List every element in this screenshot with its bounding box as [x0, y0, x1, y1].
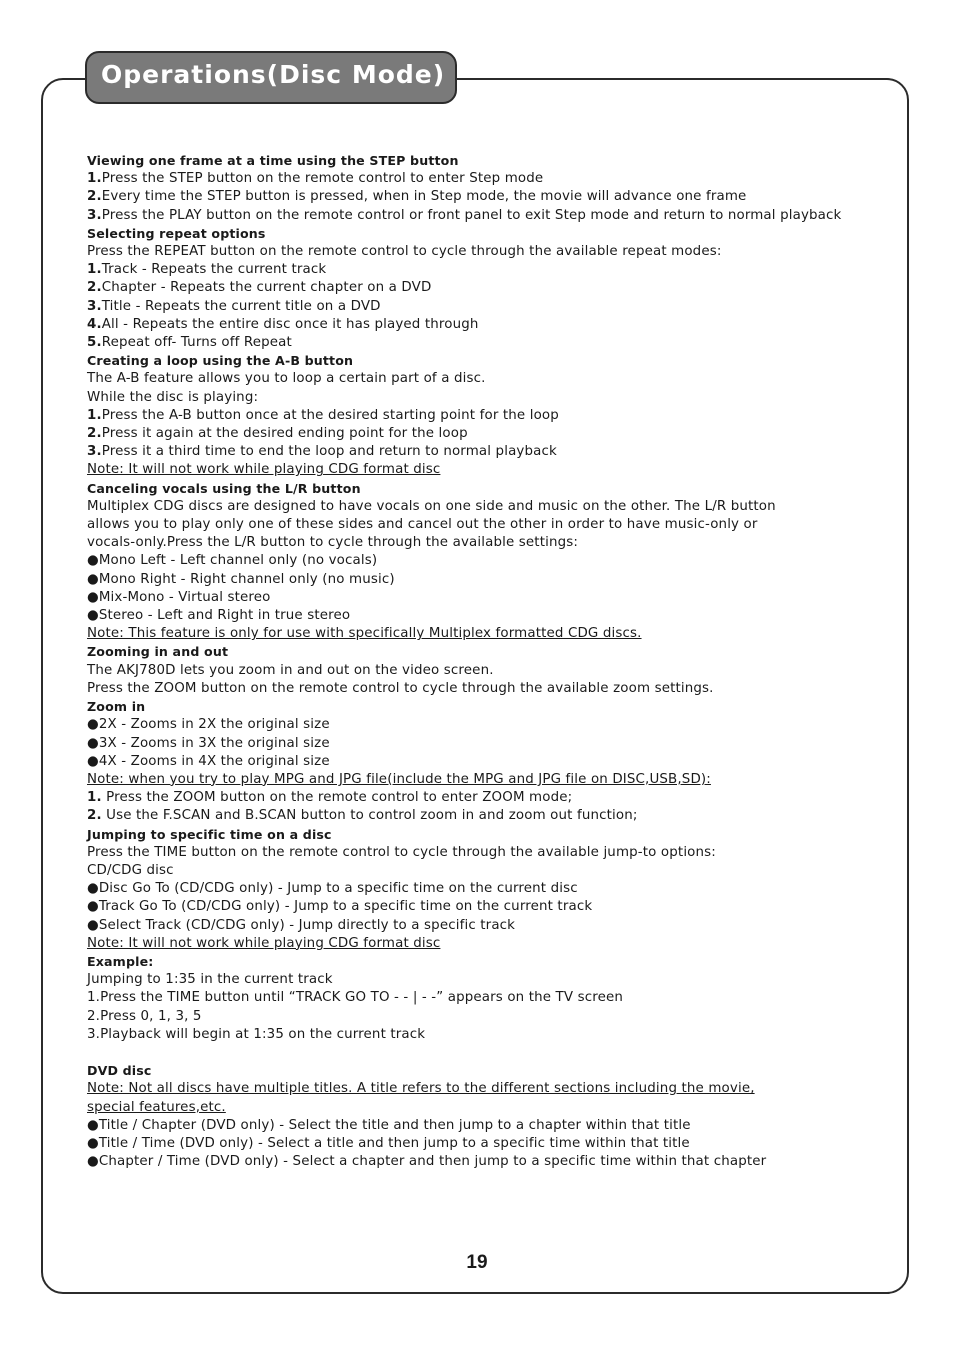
dvd-note: Note: Not all discs have multiple titles. A title refers to the different sections including the movie,: [87, 1081, 755, 1097]
vocals-bullet: ●Stereo - Left and Right in true stereo: [87, 608, 351, 624]
loop-item: 3.Press it a third time to end the loop and return to normal playback: [87, 444, 557, 460]
repeat-item: 4.All - Repeats the entire disc once it has played through: [87, 316, 479, 332]
zoom-intro: Press the ZOOM button on the remote control to cycle through the available zoom settings.: [87, 680, 714, 696]
vocals-bullet: ●Mix-Mono - Virtual stereo: [87, 589, 271, 605]
zoom-item: 1. Press the ZOOM button on the remote control to enter ZOOM mode;: [87, 790, 573, 806]
repeat-intro: Press the REPEAT button on the remote control to cycle through the available repeat modes:: [87, 244, 722, 260]
loop-intro: The A-B feature allows you to loop a certain part of a disc.: [87, 371, 486, 387]
loop-heading: Creating a loop using the A-B button: [87, 353, 354, 369]
vocals-bullet: ●Mono Left - Left channel only (no vocals): [87, 553, 378, 569]
instructions-body: [87, 152, 887, 1171]
dvd-bullet: ●Title / Time (DVD only) - Select a title and then jump to a specific time within that title: [87, 1135, 690, 1151]
jump-bullet: ●Disc Go To (CD/CDG only) - Jump to a specific time on the current disc: [87, 881, 578, 897]
step-item: 3.Press the PLAY button on the remote control or front panel to exit Step mode and return to normal playback: [87, 207, 842, 223]
vocals-paragraph: allows you to play only one of these sides and cancel out the other in order to have music-only or: [87, 517, 758, 533]
loop-item: 2.Press it again at the desired ending point for the loop: [87, 426, 468, 442]
example-heading: Example:: [87, 953, 154, 969]
repeat-heading: Selecting repeat options: [87, 225, 266, 241]
step-heading: Viewing one frame at a time using the STEP button: [87, 153, 459, 168]
zoom-in-subheading: Zoom in: [87, 699, 146, 715]
vocals-bullet: ●Mono Right - Right channel only (no music): [87, 571, 395, 587]
example-line: 1.Press the TIME button until “TRACK GO TO - - | - -” appears on the TV screen: [87, 990, 624, 1006]
jump-heading: Jumping to specific time on a disc: [87, 826, 332, 842]
step-item: 2.Every time the STEP button is pressed, when in Step mode, the movie will advance one frame: [87, 189, 747, 205]
page-title: Operations(Disc Mode): [101, 60, 446, 89]
dvd-bullet: ●Title / Chapter (DVD only) - Select the title and then jump to a chapter within that title: [87, 1117, 691, 1133]
jump-note: Note: It will not work while playing CDG format disc: [87, 935, 441, 951]
zoom-heading: Zooming in and out: [87, 644, 229, 660]
example-line: 2.Press 0, 1, 3, 5: [87, 1008, 202, 1024]
example-line: Jumping to 1:35 in the current track: [87, 972, 333, 988]
step-item: 1.Press the STEP button on the remote control to enter Step mode: [87, 171, 544, 187]
section-title-tab: [85, 51, 457, 104]
dvd-note: special features,etc.: [87, 1099, 226, 1115]
zoom-note: Note: when you try to play MPG and JPG file(include the MPG and JPG file on DISC,USB,SD):: [87, 771, 711, 787]
repeat-item: 2.Chapter - Repeats the current chapter on a DVD: [87, 280, 432, 296]
dvd-heading: DVD disc: [87, 1063, 152, 1079]
loop-item: 1.Press the A-B button once at the desired starting point for the loop: [87, 407, 559, 423]
zoom-bullet: ●3X - Zooms in 3X the original size: [87, 735, 330, 751]
zoom-intro: The AKJ780D lets you zoom in and out on the video screen.: [87, 662, 494, 678]
zoom-bullet: ●2X - Zooms in 2X the original size: [87, 717, 330, 733]
dvd-bullet: ●Chapter / Time (DVD only) - Select a chapter and then jump to a specific time within that chapter: [87, 1154, 767, 1170]
cd-disc-label: CD/CDG disc: [87, 862, 174, 878]
repeat-item: 5.Repeat off- Turns off Repeat: [87, 335, 292, 351]
zoom-bullet: ●4X - Zooms in 4X the original size: [87, 753, 330, 769]
zoom-item: 2. Use the F.SCAN and B.SCAN button to control zoom in and zoom out function;: [87, 808, 638, 824]
page-number: 19: [466, 1252, 488, 1273]
loop-note: Note: It will not work while playing CDG format disc: [87, 462, 441, 478]
jump-bullet: ●Select Track (CD/CDG only) - Jump directly to a specific track: [87, 917, 516, 933]
vocals-heading: Canceling vocals using the L/R button: [87, 480, 361, 496]
vocals-paragraph: vocals-only.Press the L/R button to cycle through the available settings:: [87, 535, 579, 551]
vocals-note: Note: This feature is only for use with specifically Multiplex formatted CDG discs.: [87, 626, 642, 642]
jump-intro: Press the TIME button on the remote control to cycle through the available jump-to options:: [87, 844, 716, 860]
repeat-item: 3.Title - Repeats the current title on a DVD: [87, 298, 381, 314]
example-line: 3.Playback will begin at 1:35 on the current track: [87, 1026, 426, 1042]
jump-bullet: ●Track Go To (CD/CDG only) - Jump to a specific time on the current track: [87, 899, 593, 915]
loop-intro: While the disc is playing:: [87, 389, 259, 405]
vocals-paragraph: Multiplex CDG discs are designed to have vocals on one side and music on the other. The L/R button: [87, 498, 776, 514]
repeat-item: 1.Track - Repeats the current track: [87, 262, 327, 278]
spacer: [87, 1044, 887, 1062]
